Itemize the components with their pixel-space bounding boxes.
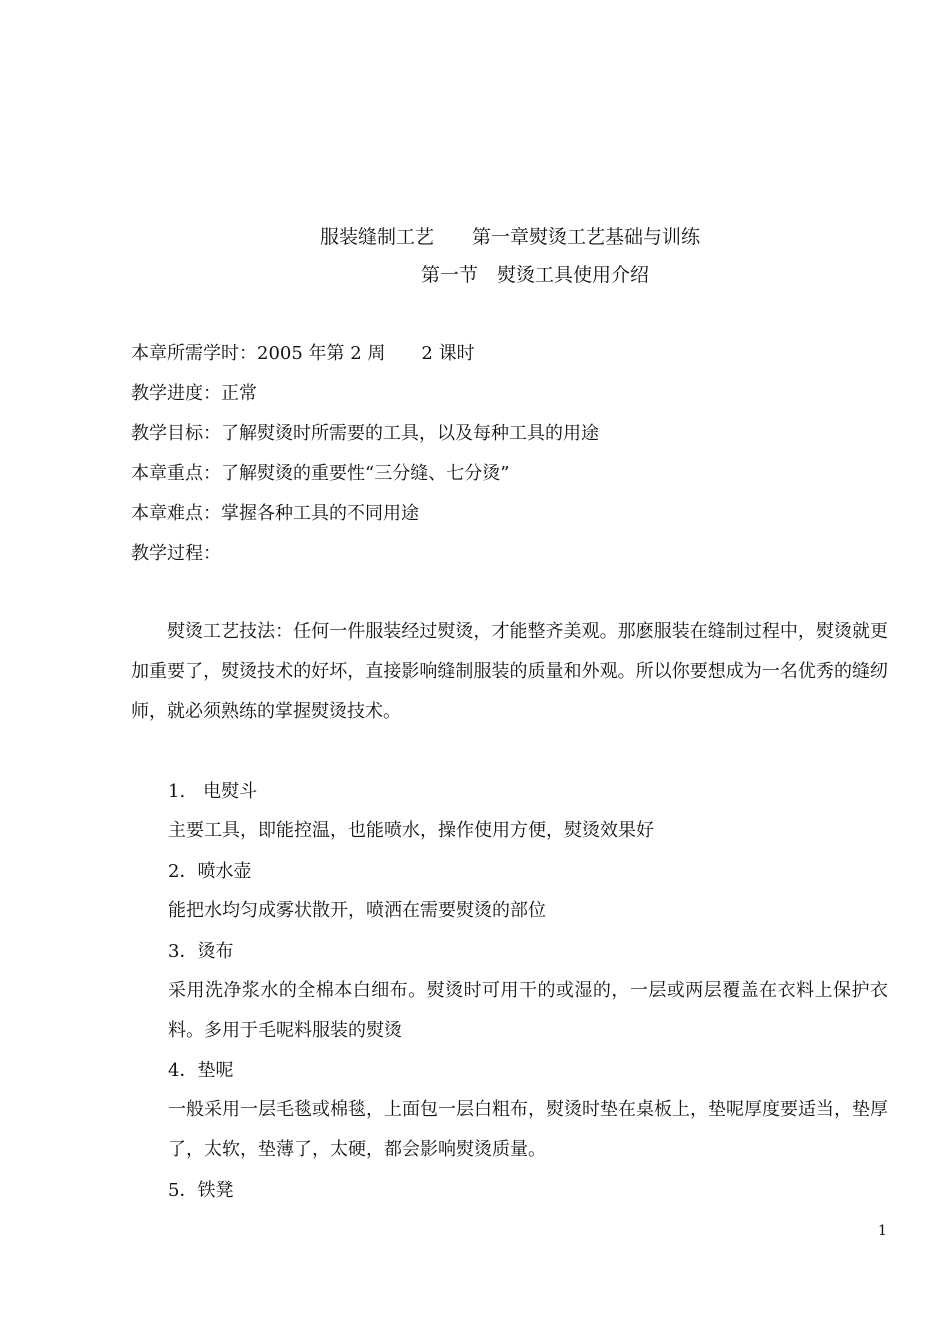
info-progress: 教学进度：正常 <box>131 383 257 404</box>
item-title-4: 4．垫呢 <box>168 1060 234 1081</box>
item-title-3: 3．烫布 <box>168 941 234 962</box>
item-desc-2: 能把水均匀成雾状散开，喷洒在需要熨烫的部位 <box>168 900 546 921</box>
item-desc-3: 采用洗净浆水的全棉本白细布。熨烫时可用干的或湿的，一层或两层覆盖在衣料上保护衣料。多用于毛呢料服装的熨烫 <box>168 980 888 1041</box>
info-key: 本章重点：了解熨烫的重要性“三分缝、七分烫” <box>131 463 510 484</box>
page-number: 1 <box>878 1223 887 1239</box>
section-title: 第一节 熨烫工具使用介绍 <box>420 264 649 286</box>
info-process: 教学过程： <box>131 543 221 564</box>
chapter-title: 服装缝制工艺 第一章熨烫工艺基础与训练 <box>319 226 700 248</box>
item-title-2: 2．喷水壶 <box>168 861 252 882</box>
info-goal: 教学目标：了解熨烫时所需要的工具，以及每种工具的用途 <box>131 423 599 444</box>
info-hours: 本章所需学时：2005 年第 2 周 2 课时 <box>131 343 475 364</box>
intro-paragraph: 熨烫工艺技法：任何一件服装经过熨烫，才能整齐美观。那麽服装在缝制过程中，熨烫就更加重要了，熨烫技术的好坏，直接影响缝制服装的质量和外观。所以你要想成为一名优秀的缝纫师，就必须熟练的掌握熨烫技术。 <box>131 621 888 722</box>
item-desc-1: 主要工具，即能控温，也能喷水，操作使用方便，熨烫效果好 <box>168 820 654 841</box>
item-title-5: 5．铁凳 <box>168 1180 234 1201</box>
item-desc-4: 一般采用一层毛毯或棉毯，上面包一层白粗布，熨烫时垫在桌板上，垫呢厚度要适当，垫厚了，太软，垫薄了，太硬，都会影响熨烫质量。 <box>168 1099 888 1160</box>
item-title-1: 1. 电熨斗 <box>168 781 258 802</box>
info-difficulty: 本章难点：掌握各种工具的不同用途 <box>131 503 419 524</box>
